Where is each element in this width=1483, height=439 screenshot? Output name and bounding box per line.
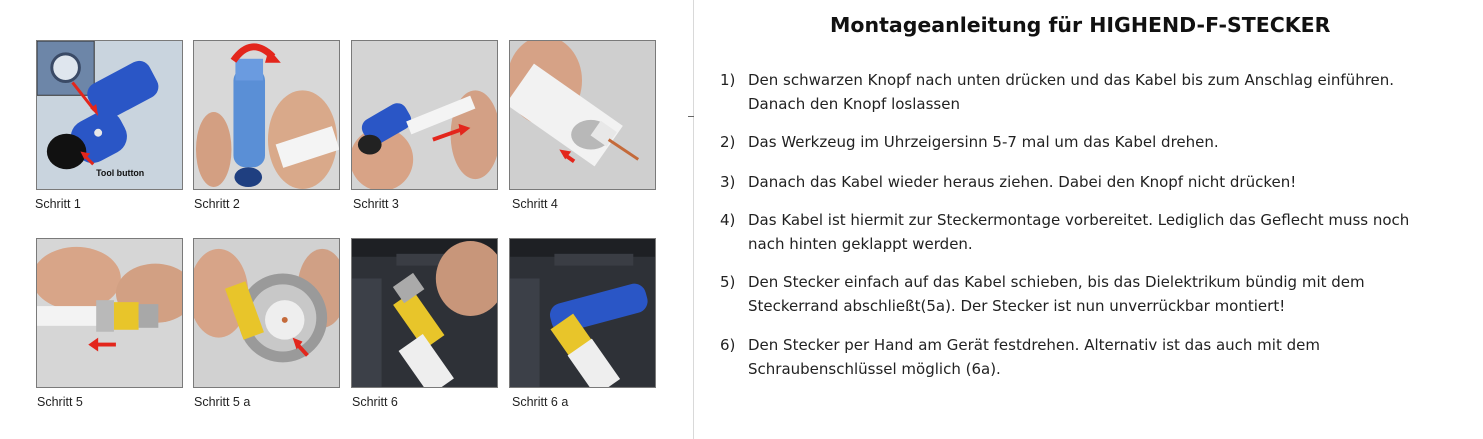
instruction-line: Schraubenschlüssel möglich (6a). — [748, 360, 1001, 378]
step-5-caption: Schritt 5 — [37, 395, 83, 409]
instruction-line: nach hinten geklappt werden. — [748, 235, 973, 253]
step-5a-caption: Schritt 5 a — [194, 395, 251, 409]
step-5-photo — [36, 238, 183, 388]
step-3-caption: Schritt 3 — [353, 197, 399, 211]
instruction-line: Das Werkzeug im Uhrzeigersinn 5-7 mal um das Kabel drehen. — [748, 133, 1219, 151]
connector-front-icon — [194, 239, 339, 387]
instruction-text — [748, 270, 1468, 318]
page-divider — [693, 0, 694, 439]
prepared-cable-icon — [510, 41, 655, 189]
divider-tick — [688, 116, 694, 117]
instruction-text — [748, 208, 1468, 256]
instruction-number: 2) — [720, 133, 736, 151]
instruction-line: Den schwarzen Knopf nach unten drücken und das Kabel bis zum Anschlag einführen. — [748, 71, 1395, 89]
instruction-number: 4) — [720, 211, 736, 229]
instruction-line: Das Kabel ist hiermit zur Steckermontage vorbereitet. Lediglich das Geflecht muss noch — [748, 211, 1410, 229]
step-1-photo — [36, 40, 183, 190]
instruction-line: Den Stecker per Hand am Gerät festdrehen. Alternativ ist das auch mit dem — [748, 336, 1320, 354]
step-2-photo — [193, 40, 340, 190]
instructions-section — [700, 0, 1483, 439]
step-6-caption: Schritt 6 — [352, 395, 398, 409]
step-4-photo — [509, 40, 656, 190]
tool-button-label: Tool button — [96, 168, 145, 179]
instruction-text — [748, 68, 1468, 116]
instruction-number: 5) — [720, 273, 736, 291]
screw-on-device-icon — [352, 239, 497, 387]
step-1-caption: Schritt 1 — [35, 197, 81, 211]
instruction-line: Danach das Kabel wieder heraus ziehen. Dabei den Knopf nicht drücken! — [748, 173, 1297, 191]
step-6a-caption: Schritt 6 a — [512, 395, 569, 409]
step-2-caption: Schritt 2 — [194, 197, 240, 211]
instruction-line: Den Stecker einfach auf das Kabel schieben, bis das Dielektrikum bündig mit dem — [748, 273, 1365, 291]
step-4-caption: Schritt 4 — [512, 197, 558, 211]
pull-cable-icon — [352, 41, 497, 189]
instruction-number: 3) — [720, 173, 736, 191]
step-6-photo — [351, 238, 498, 388]
step-3-photo — [351, 40, 498, 190]
instruction-number: 6) — [720, 336, 736, 354]
instruction-line: Danach den Knopf loslassen — [748, 95, 960, 113]
wrench-on-device-icon — [510, 239, 655, 387]
instruction-line: Steckerrand abschließt(5a). Der Stecker ist nun unverrückbar montiert! — [748, 297, 1286, 315]
step-6a-photo — [509, 238, 656, 388]
tool-button-icon — [37, 41, 182, 189]
push-connector-icon — [37, 239, 182, 387]
step-5a-photo — [193, 238, 340, 388]
rotate-tool-icon — [194, 41, 339, 189]
photo-steps-section — [0, 0, 690, 439]
instruction-number: 1) — [720, 71, 736, 89]
page-title: Montageanleitung für HIGHEND-F-STECKER — [830, 13, 1331, 37]
instruction-text — [748, 333, 1468, 381]
